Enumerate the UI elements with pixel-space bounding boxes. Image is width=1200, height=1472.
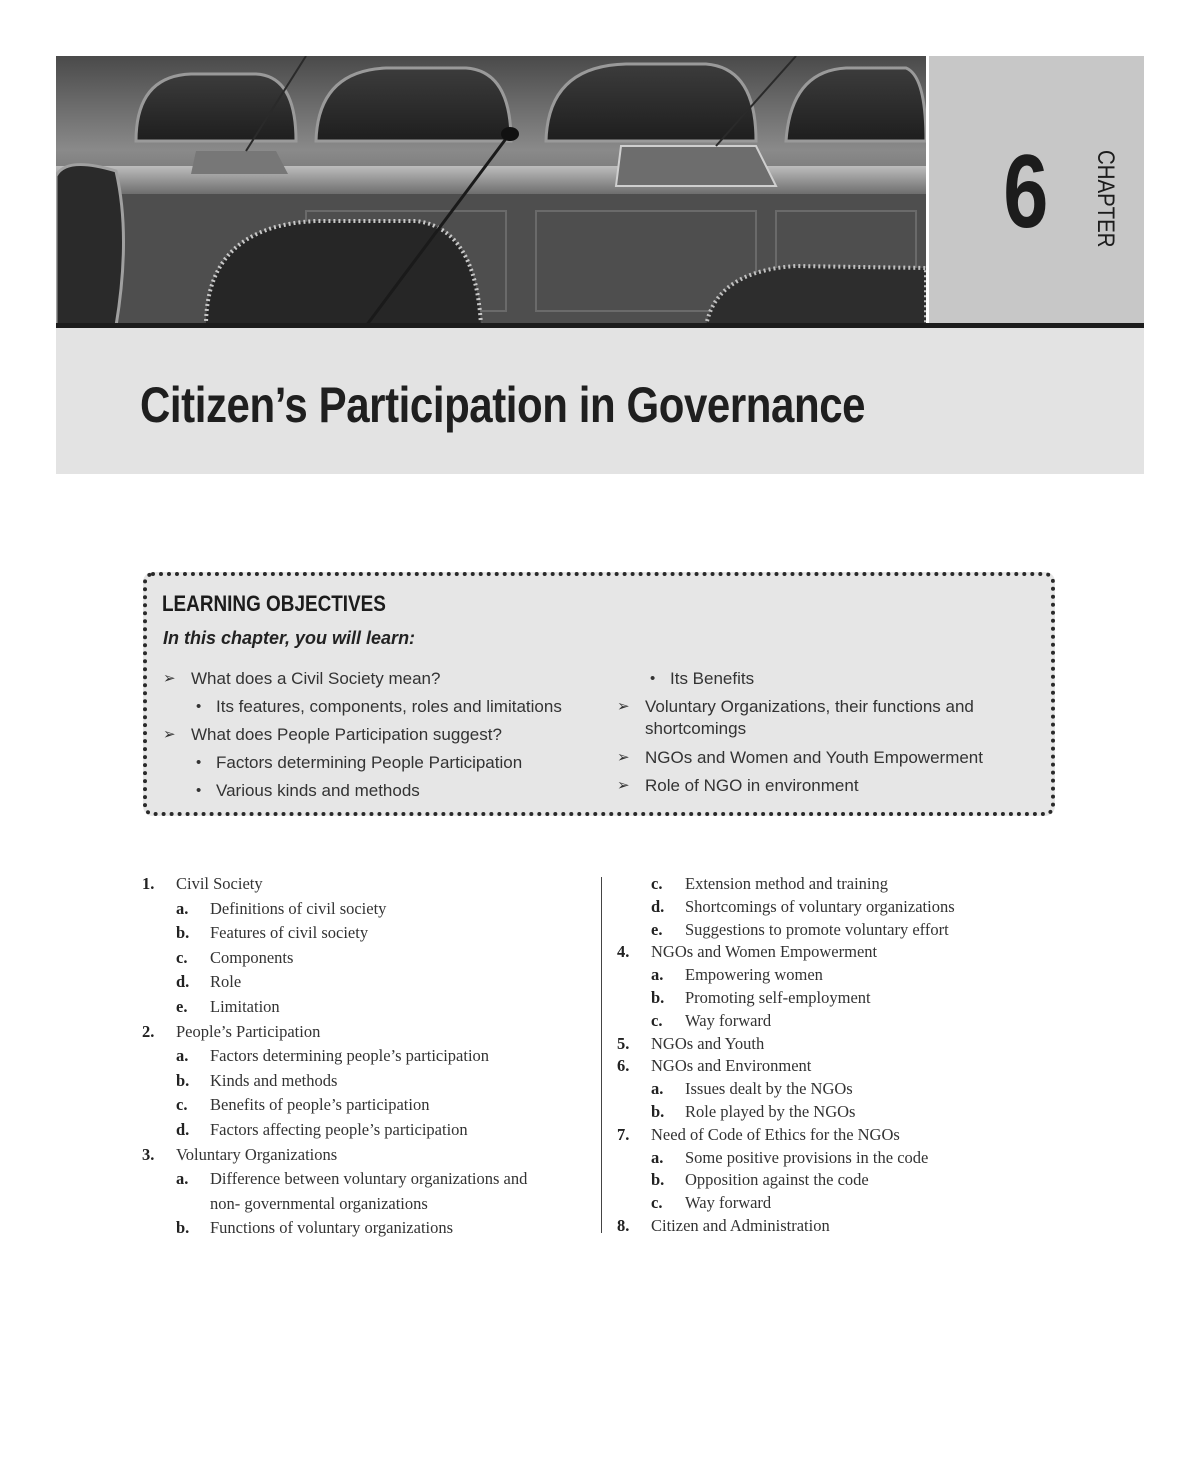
outline-number: c. [651, 874, 663, 893]
chapter-number: 6 [1003, 134, 1047, 250]
outline-number: a. [176, 1169, 189, 1189]
objective-item [196, 752, 523, 774]
outline-text: Role [210, 972, 242, 992]
objective-item [163, 668, 441, 690]
outline-text: Issues dealt by the NGOs [685, 1079, 853, 1099]
outline-number: 4. [617, 942, 630, 962]
outline-text: non- governmental organizations [210, 1193, 428, 1213]
outline-text: People’s Participation [176, 1021, 321, 1041]
outline-number: a. [176, 1046, 189, 1066]
outline-number: c. [651, 1193, 663, 1213]
outline-number: b. [176, 1070, 190, 1090]
objective-item [617, 775, 859, 797]
objective-item [617, 747, 983, 769]
outline-number: c. [176, 1095, 188, 1115]
outline-text: Components [210, 947, 294, 967]
objective-item [196, 780, 420, 802]
objective-text: Factors determining People Participation [216, 753, 523, 772]
objectives-intro: In this chapter, you will learn: [163, 628, 416, 648]
outline-text: Kinds and methods [210, 1070, 338, 1090]
outline-text: Way forward [685, 1193, 772, 1213]
outline-text: Citizen and Administration [651, 1216, 830, 1235]
outline-number: b. [651, 1102, 665, 1121]
arrow-bullet-icon: ➢ [163, 670, 176, 687]
outline-text: Voluntary Organizations [176, 1144, 338, 1164]
outline-number: d. [176, 1120, 190, 1139]
outline-number: 6. [617, 1056, 630, 1076]
outline-number: c. [176, 947, 188, 967]
objectives-heading: LEARNING OBJECTIVES [162, 591, 386, 616]
outline-number: d. [651, 896, 665, 916]
outline-number: e. [176, 997, 188, 1016]
outline-text: Difference between voluntary organizations and [210, 1169, 528, 1189]
arrow-bullet-icon: ➢ [163, 726, 176, 743]
outline-text: Benefits of people’s participation [210, 1095, 430, 1115]
outline-text: Opposition against the code [685, 1170, 869, 1190]
outline-number: b. [651, 988, 665, 1007]
outline-number: 1. [142, 874, 155, 893]
outline-text: Civil Society [176, 874, 263, 893]
outline-text: Factors determining people’s participation [210, 1046, 490, 1066]
arrow-bullet-icon: ➢ [617, 749, 630, 766]
outline-number: d. [176, 972, 190, 992]
outline-text: NGOs and Environment [651, 1056, 812, 1076]
objective-text: Role of NGO in environment [645, 776, 859, 795]
outline-text: Need of Code of Ethics for the NGOs [651, 1124, 900, 1144]
arrow-bullet-icon: ➢ [617, 698, 630, 715]
outline-number: 8. [617, 1216, 630, 1235]
objective-item [163, 724, 502, 746]
outline-text: Limitation [210, 997, 280, 1016]
objective-item [650, 668, 755, 690]
outline-number: a. [651, 965, 664, 985]
outline-number: c. [651, 1010, 663, 1030]
objective-text: Various kinds and methods [216, 781, 420, 800]
outline-number: 3. [142, 1144, 155, 1164]
outline-text: NGOs and Youth [651, 1033, 765, 1053]
header-photo [56, 56, 926, 326]
outline-number: a. [176, 898, 189, 918]
column-divider [601, 877, 602, 1233]
objective-text: What does a Civil Society mean? [191, 669, 441, 688]
objective-item [196, 696, 562, 718]
outline-number: 7. [617, 1124, 630, 1144]
outline-number: b. [176, 923, 190, 943]
objective-text: Its features, components, roles and limitations [216, 697, 562, 716]
outline-text: Some positive provisions in the code [685, 1147, 929, 1167]
dot-bullet-icon: • [196, 698, 202, 715]
outline-number: a. [651, 1079, 664, 1099]
outline-text: Functions of voluntary organizations [210, 1218, 454, 1238]
outline-text: Factors affecting people’s participation [210, 1120, 468, 1139]
outline-number: 5. [617, 1033, 630, 1053]
outline-text: Shortcomings of voluntary organizations [685, 896, 955, 916]
dot-bullet-icon: • [196, 782, 202, 799]
outline-number: a. [651, 1147, 664, 1167]
objective-text: Its Benefits [670, 669, 755, 688]
objective-text: What does People Participation suggest? [191, 725, 502, 744]
chapter-label: CHAPTER [1092, 150, 1119, 248]
outline-number: b. [651, 1170, 665, 1190]
objective-text: NGOs and Women and Youth Empowerment [645, 748, 983, 767]
outline-number: 2. [142, 1021, 155, 1041]
objective-text: Voluntary Organizations, their functions and shortcomings [645, 697, 974, 738]
dot-bullet-icon: • [196, 754, 202, 771]
outline-text: Promoting self-employment [685, 988, 871, 1007]
outline-text: Suggestions to promote voluntary effort [685, 919, 949, 939]
outline-text: Empowering women [685, 965, 823, 985]
chapter-title: Citizen’s Participation in Governance [140, 377, 866, 433]
outline-number: e. [651, 919, 663, 939]
outline-text: NGOs and Women Empowerment [651, 942, 878, 962]
outline-text: Definitions of civil society [210, 898, 387, 918]
outline-text: Features of civil society [210, 923, 369, 943]
outline-number: b. [176, 1218, 190, 1238]
objective-item [617, 696, 995, 740]
dot-bullet-icon: • [650, 670, 656, 687]
arrow-bullet-icon: ➢ [617, 777, 630, 794]
outline-text: Extension method and training [685, 874, 889, 893]
outline-text: Way forward [685, 1010, 772, 1030]
outline-text: Role played by the NGOs [685, 1102, 856, 1121]
